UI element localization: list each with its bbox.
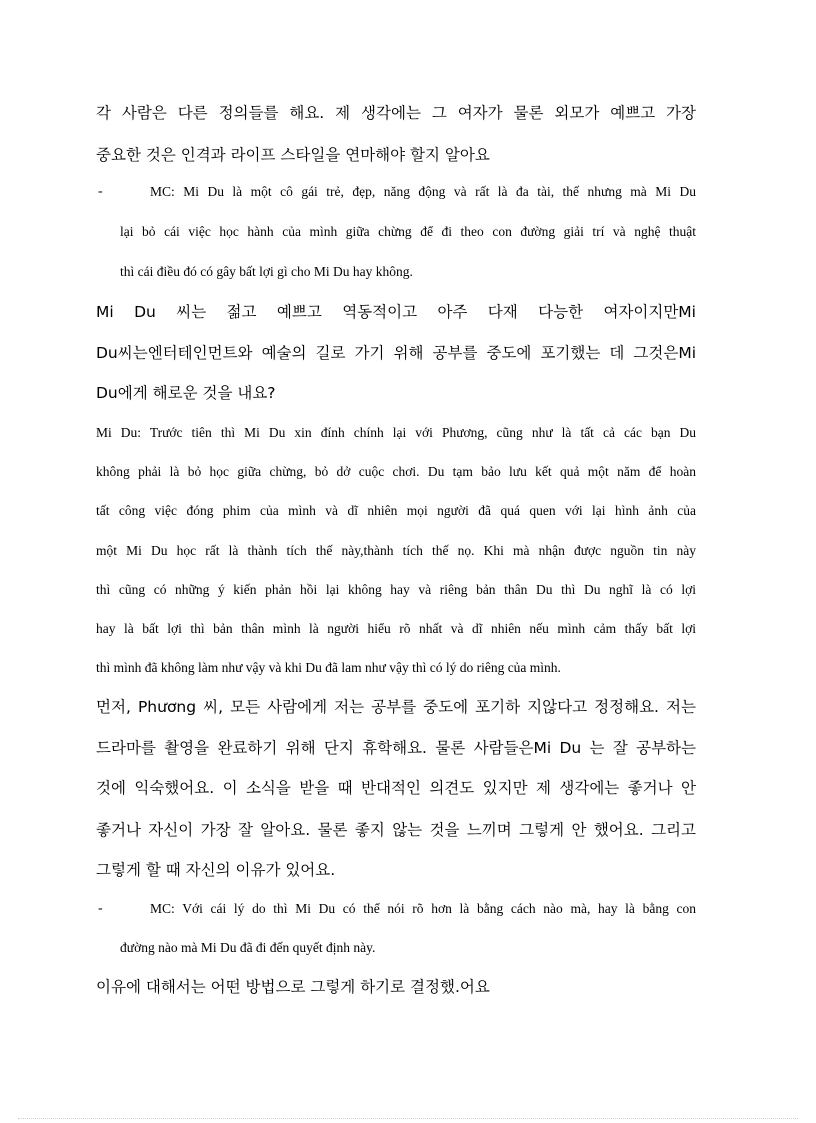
answer-1-line-3: tất công việc đóng phim của mình và dĩ nhiên mọi người đã quá quen với lại hình ảnh của — [96, 503, 696, 518]
list-dash: - — [98, 184, 103, 199]
korean-paragraph-3-line-4: 좋거나 자신이 가장 잘 알아요. 물론 좋지 않는 것을 느끼며 그렇게 안 했어요. 그리고 — [96, 821, 696, 839]
question-1-line-1: MC: Mi Du là một cô gái trẻ, đẹp, năng động và rất là đa tài, thế nhưng mà Mi Du — [150, 184, 696, 199]
answer-1-line-6: hay là bất lợi thì bản thân mình là người hiểu rõ nhất và dĩ nhiên nếu mình cảm thấy bất lợi — [96, 621, 696, 636]
korean-paragraph-3-line-1: 먼저, Phương 씨, 모든 사람에게 저는 공부를 중도에 포기하 지않다고 정정해요. 저는 — [96, 698, 696, 716]
korean-paragraph-2-line-2: Du씨는엔터테인먼트와 예술의 길로 가기 위해 공부를 중도에 포기했는 데 그것은Mi — [96, 344, 696, 362]
list-dash: - — [98, 901, 103, 916]
page-bottom-border — [18, 1118, 798, 1119]
question-2-line-1: MC: Với cái lý do thì Mi Du có thể nói rõ hơn là bằng cách nào mà, hay là bằng con — [150, 901, 696, 916]
answer-1-line-1: Mi Du: Trước tiên thì Mi Du xin đính chính lại với Phương, cũng như là tất cả các bạn Du — [96, 425, 696, 440]
korean-paragraph-1-line-2: 중요한 것은 인격과 라이프 스타일을 연마해야 할지 알아요 — [96, 146, 490, 164]
answer-1-line-2: không phải là bỏ học giữa chừng, bỏ dở cuộc chơi. Du tạm bảo lưu kết quả một năm để hoàn — [96, 464, 696, 479]
answer-1-line-7: thì mình đã không làm như vậy và khi Du đã lam như vậy thì có lý do riêng của mình. — [96, 660, 561, 675]
korean-paragraph-2-line-1: Mi Du 씨는 젊고 예쁘고 역동적이고 아주 다재 다능한 여자이지만Mi — [96, 303, 696, 321]
korean-paragraph-4-line-1: 이유에 대해서는 어떤 방법으로 그렇게 하기로 결정했.어요 — [96, 978, 490, 996]
korean-paragraph-2-line-3: Du에게 해로운 것을 내요? — [96, 384, 276, 402]
korean-paragraph-1-line-1: 각 사람은 다른 정의들를 해요. 제 생각에는 그 여자가 물론 외모가 예쁘고 가장 — [96, 104, 696, 122]
question-2-line-2: đường nào mà Mi Du đã đi đến quyết định này. — [120, 940, 376, 955]
question-1-line-2: lại bỏ cái việc học hành của mình giữa chừng để đi theo con đường giải trí và nghệ thuật — [120, 224, 696, 239]
korean-paragraph-3-line-2: 드라마를 촬영을 완료하기 위해 단지 휴학해요. 물론 사람들은Mi Du 는 잘 공부하는 — [96, 739, 696, 757]
korean-paragraph-3-line-5: 그렇게 할 때 자신의 이유가 있어요. — [96, 861, 336, 879]
answer-1-line-5: thì cũng có những ý kiến phản hồi lại không hay và riêng bản thân Du thì Du nghĩ là có lợi — [96, 582, 696, 597]
question-1-line-3: thì cái điều đó có gây bất lợi gì cho Mi Du hay không. — [120, 264, 413, 279]
answer-1-line-4: một Mi Du học rất là thành tích thế này,thành tích thế nọ. Khi mà nhận được nguồn tin này — [96, 543, 696, 558]
korean-paragraph-3-line-3: 것에 익숙했어요. 이 소식을 받을 때 반대적인 의견도 있지만 제 생각에는 좋거나 안 — [96, 779, 696, 797]
